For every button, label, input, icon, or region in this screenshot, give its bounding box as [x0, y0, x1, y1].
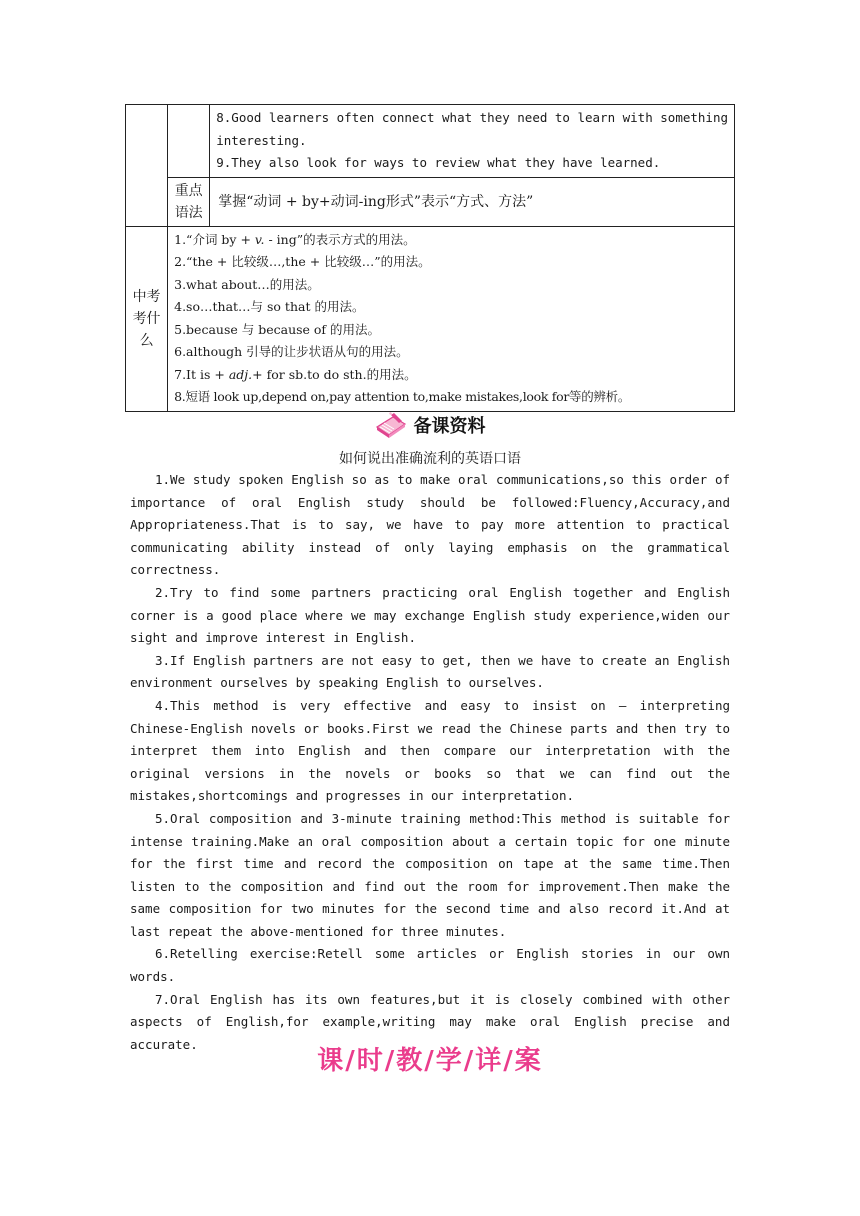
section-title: 备课资料: [413, 416, 486, 437]
exam-point: 1.“介词 by + v. - ing”的表示方式的用法。: [174, 231, 416, 247]
exam-point: 3.what about…的用法。: [174, 276, 320, 292]
table-cell-empty: [126, 105, 168, 227]
section-subtitle: 如何说出准确流利的英语口语: [339, 451, 521, 467]
article-body: [130, 469, 730, 1056]
paragraph: 5.Oral composition and 3-minute training method:This method is suitable for intense training.Make an oral composition about a certain topic for one minute for the first time and record the composition on tape at the same time.Then listen to the composition and find out the room for improvement.Then make the same composition for two minutes for the second time and also record it.And at last repeat the above-mentioned for three minutes.: [130, 810, 730, 939]
exam-point: 2.“the + 比较级…,the + 比较级…”的用法。: [174, 254, 431, 269]
exam-point: 6.although 引导的让步状语从句的用法。: [174, 344, 409, 359]
key-sentences-cell: [210, 105, 735, 178]
sentence-line: 9.They also look for ways to review what they have learned.: [216, 155, 661, 170]
table-row: [126, 177, 735, 226]
paragraph: 7.Oral English has its own features,but it is closely combined with other aspects of English,for example,writing may make oral English precise and accurate.: [130, 991, 730, 1052]
book-pencil-icon: [374, 410, 408, 440]
paragraph: 3.If English partners are not easy to get, then we have to create an English environment ourselves by speaking English to ourselves.: [130, 652, 730, 691]
exam-points-cell: [168, 226, 735, 411]
paragraph: 6.Retelling exercise:Retell some articles or English stories in our own words.: [130, 946, 730, 985]
table-row: [126, 105, 735, 178]
section-heading: [0, 410, 860, 440]
paragraph: 2.Try to find some partners practicing oral English together and English corner is a good place where we may exchange English study experience,widen our sight and improve interest in English.: [130, 584, 730, 646]
lesson-info-table: [125, 104, 735, 412]
exam-point: 8.短语 look up,depend on,pay attention to,make mistakes,look for等的辨析。: [174, 389, 631, 404]
sentence-line: 8.Good learners often connect what they need to learn with something: [216, 110, 728, 125]
exam-point: 4.so…that…与 so that 的用法。: [174, 299, 365, 314]
footer-title: 课/时/教/学/详/案: [317, 1046, 543, 1076]
exam-point: 7.It is + adj.+ for sb.to do sth.的用法。: [174, 366, 417, 382]
exam-label: 中考考什么: [126, 226, 168, 411]
paragraph: 4.This method is very effective and easy to insist on — interpreting Chinese-English novels or books.First we read the Chinese parts and then try to interpret them into English and then compare our interpretation with the original versions in the novels or books so that we can find out the mistakes,shortcomings and progresses in our interpretation.: [130, 697, 730, 804]
table-cell-empty: [168, 105, 210, 178]
table-row: [126, 226, 735, 411]
exam-point: 5.because 与 because of 的用法。: [174, 321, 381, 337]
paragraph: 1.We study spoken English so as to make oral communications,so this order of importance of oral English study should be followed:Fluency,Accuracy,and Appropriateness.That is to say, we have to pay more attention to practical communicating ability instead of only laying emphasis on the grammatical correctness.: [130, 472, 730, 578]
grammar-label: 重点语法: [168, 177, 210, 226]
grammar-text: 掌握“动词 + by+动词-ing形式”表示“方式、方法”: [210, 177, 735, 226]
sentence-line: interesting.: [216, 132, 307, 148]
